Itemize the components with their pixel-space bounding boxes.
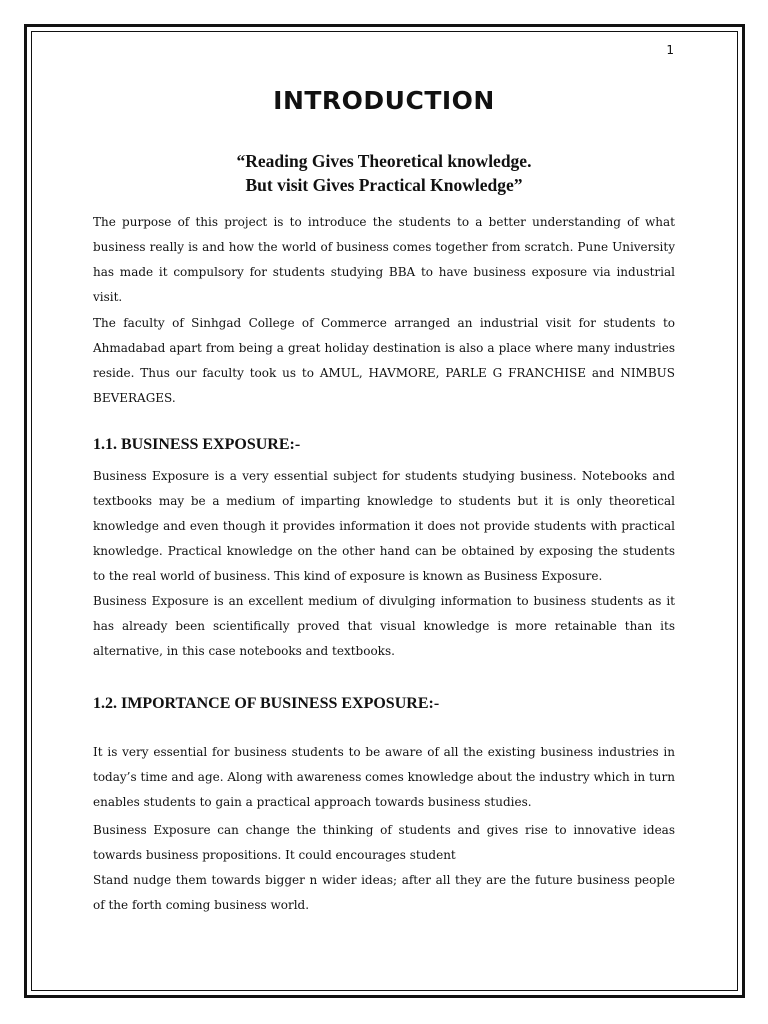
- section-heading-business-exposure: 1.1. BUSINESS EXPOSURE:-: [93, 436, 301, 453]
- quote-line-1: “Reading Gives Theoretical knowledge.: [236, 151, 532, 171]
- quote: [0, 149, 768, 197]
- section1-paragraph-2: Business Exposure is an excellent medium of divulging information to business students as it has already been scientifically proved that visual knowledge is more retainable than its alternative, in this case notebooks and textbooks.: [93, 594, 675, 658]
- page-number: 1: [666, 43, 674, 57]
- intro-paragraph-2: The faculty of Sinhgad College of Commerce arranged an industrial visit for students to Ahmadabad apart from being a great holiday destination is also a place where many industries reside. Thus our faculty took us to AMUL, HAVMORE, PARLE G FRANCHISE and NIMBUS BEVERAGES.: [93, 316, 675, 405]
- intro-paragraph-1: The purpose of this project is to introduce the students to a better understanding of what business really is and how the world of business comes together from scratch. Pune University has made it compulsory for students studying BBA to have business exposure via industrial visit.: [93, 215, 675, 304]
- section2-paragraph-3: Stand nudge them towards bigger n wider ideas; after all they are the future business people of the forth coming business world.: [93, 873, 675, 912]
- section1-paragraph-1: Business Exposure is a very essential subject for students studying business. Notebooks and textbooks may be a medium of imparting knowledge to students but it is only theoretical knowledge and even though it provides information it does not provide students with practical knowledge. Practical knowledge on the other hand can be obtained by exposing the students to the real world of business. This kind of exposure is known as Business Exposure.: [93, 469, 675, 583]
- page-title: INTRODUCTION: [273, 86, 495, 115]
- section-heading-importance: 1.2. IMPORTANCE OF BUSINESS EXPOSURE:-: [93, 695, 440, 712]
- section2-paragraph-2: Business Exposure can change the thinking of students and gives rise to innovative ideas towards business propositions. It could encourages student: [93, 823, 675, 862]
- quote-line-2: But visit Gives Practical Knowledge”: [245, 175, 523, 195]
- section2-paragraph-1: It is very essential for business students to be aware of all the existing business industries in today’s time and age. Along with awareness comes knowledge about the industry which in turn enables students to gain a practical approach towards business studies.: [93, 745, 675, 809]
